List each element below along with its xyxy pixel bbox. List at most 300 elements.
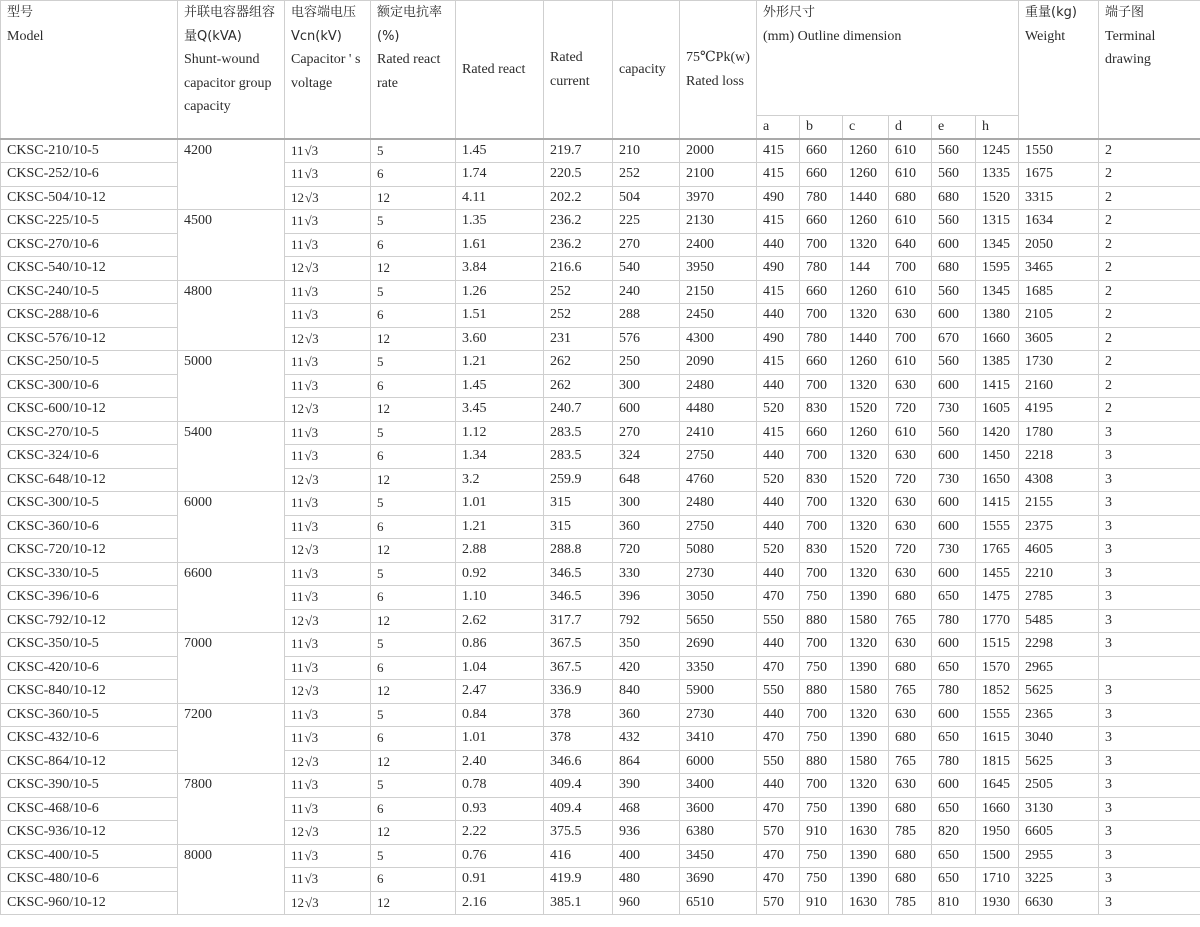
cell-capacity: 330 (613, 562, 680, 586)
cell-current: 317.7 (544, 609, 613, 633)
cell-terminal: 2 (1099, 163, 1200, 187)
cell-dim-c: 1320 (843, 492, 889, 516)
cell-dim-b: 700 (800, 492, 843, 516)
cell-react: 1.61 (456, 233, 544, 257)
cell-dim-a: 440 (757, 703, 800, 727)
cell-current: 202.2 (544, 186, 613, 210)
cell-weight: 2210 (1019, 562, 1099, 586)
cell-rate: 5 (371, 280, 456, 304)
voltage-value: 11 (291, 166, 304, 182)
cell-model: CKSC-648/10-12 (1, 468, 178, 492)
voltage-value: 11 (291, 777, 304, 793)
cell-dim-a: 440 (757, 233, 800, 257)
voltage-value: 11 (291, 847, 304, 863)
cell-terminal: 3 (1099, 750, 1200, 774)
cell-dim-h: 1385 (976, 351, 1019, 375)
sqrt-symbol: √3 (305, 683, 319, 699)
table-row (1, 844, 1200, 868)
table-row (1, 421, 1200, 445)
cell-dim-h: 1770 (976, 609, 1019, 633)
header-dim-b: b (800, 116, 843, 140)
cell-group-capacity: 5400 (178, 421, 285, 492)
cell-capacity: 350 (613, 633, 680, 657)
cell-current: 378 (544, 727, 613, 751)
cell-current: 385.1 (544, 891, 613, 915)
cell-dim-a: 520 (757, 468, 800, 492)
cell-dim-e: 600 (932, 562, 976, 586)
cell-rate: 5 (371, 703, 456, 727)
cell-dim-d: 630 (889, 515, 932, 539)
cell-model: CKSC-324/10-6 (1, 445, 178, 469)
cell-weight: 5625 (1019, 680, 1099, 704)
cell-react: 2.62 (456, 609, 544, 633)
cell-dim-b: 750 (800, 727, 843, 751)
cell-capacity: 792 (613, 609, 680, 633)
cell-react: 0.84 (456, 703, 544, 727)
cell-weight: 1634 (1019, 210, 1099, 234)
cell-model: CKSC-540/10-12 (1, 257, 178, 281)
sqrt-symbol: √3 (304, 377, 319, 393)
cell-capacity: 225 (613, 210, 680, 234)
cell-group-capacity: 4200 (178, 139, 285, 210)
cell-dim-b: 700 (800, 233, 843, 257)
voltage-value: 12 (291, 894, 304, 910)
cell-dim-d: 720 (889, 539, 932, 563)
cell-current: 220.5 (544, 163, 613, 187)
cell-dim-c: 1520 (843, 539, 889, 563)
cell-rate: 5 (371, 774, 456, 798)
sqrt-symbol: √3 (304, 448, 319, 464)
cell-loss: 6510 (680, 891, 757, 915)
cell-dim-b: 750 (800, 868, 843, 892)
cell-dim-e: 650 (932, 844, 976, 868)
cell-capacity: 270 (613, 421, 680, 445)
sqrt-symbol: √3 (304, 166, 319, 182)
cell-dim-c: 1390 (843, 656, 889, 680)
cell-terminal: 3 (1099, 492, 1200, 516)
cell-group-capacity: 4500 (178, 210, 285, 281)
cell-dim-c: 1390 (843, 586, 889, 610)
cell-voltage (285, 539, 371, 563)
voltage-value: 11 (291, 143, 304, 158)
voltage-value: 12 (291, 753, 304, 769)
cell-rate: 5 (371, 844, 456, 868)
cell-loss: 3350 (680, 656, 757, 680)
voltage-value: 11 (291, 730, 304, 746)
header-dim-a: a (757, 116, 800, 140)
cell-dim-h: 1450 (976, 445, 1019, 469)
cell-dim-a: 440 (757, 445, 800, 469)
cell-react: 0.76 (456, 844, 544, 868)
cell-dim-e: 650 (932, 868, 976, 892)
header-weight: 重量(kg) Weight (1019, 1, 1099, 140)
cell-rate: 6 (371, 797, 456, 821)
cell-rate: 12 (371, 398, 456, 422)
cell-rate: 5 (371, 562, 456, 586)
cell-dim-h: 1595 (976, 257, 1019, 281)
cell-dim-h: 1245 (976, 139, 1019, 163)
cell-loss: 2480 (680, 492, 757, 516)
cell-react: 1.12 (456, 421, 544, 445)
cell-voltage (285, 680, 371, 704)
cell-rate: 12 (371, 680, 456, 704)
cell-dim-d: 610 (889, 421, 932, 445)
sqrt-symbol: √3 (304, 518, 319, 534)
cell-terminal: 3 (1099, 821, 1200, 845)
cell-capacity: 360 (613, 703, 680, 727)
cell-model: CKSC-210/10-5 (1, 139, 178, 163)
cell-dim-e: 600 (932, 492, 976, 516)
cell-rate: 5 (371, 139, 456, 163)
cell-capacity: 360 (613, 515, 680, 539)
cell-voltage (285, 609, 371, 633)
cell-dim-b: 830 (800, 539, 843, 563)
header-dim-e: e (932, 116, 976, 140)
cell-current: 219.7 (544, 139, 613, 163)
voltage-value: 12 (291, 542, 304, 558)
sqrt-symbol: √3 (304, 636, 319, 652)
cell-loss: 3450 (680, 844, 757, 868)
cell-dim-b: 660 (800, 421, 843, 445)
cell-terminal: 3 (1099, 445, 1200, 469)
cell-dim-h: 1570 (976, 656, 1019, 680)
cell-dim-a: 520 (757, 398, 800, 422)
cell-weight: 2965 (1019, 656, 1099, 680)
cell-model: CKSC-360/10-5 (1, 703, 178, 727)
cell-dim-h: 1415 (976, 492, 1019, 516)
cell-group-capacity: 7200 (178, 703, 285, 774)
cell-terminal: 3 (1099, 844, 1200, 868)
cell-dim-h: 1555 (976, 703, 1019, 727)
header-capacity: capacity (613, 1, 680, 140)
cell-weight: 1550 (1019, 139, 1099, 163)
cell-dim-e: 600 (932, 703, 976, 727)
cell-capacity: 540 (613, 257, 680, 281)
voltage-value: 11 (291, 283, 304, 299)
cell-voltage (285, 304, 371, 328)
cell-dim-a: 440 (757, 774, 800, 798)
cell-model: CKSC-420/10-6 (1, 656, 178, 680)
cell-dim-a: 470 (757, 797, 800, 821)
cell-dim-b: 780 (800, 327, 843, 351)
cell-rate: 12 (371, 327, 456, 351)
cell-dim-b: 700 (800, 633, 843, 657)
cell-capacity: 250 (613, 351, 680, 375)
cell-dim-b: 910 (800, 891, 843, 915)
cell-group-capacity: 7000 (178, 633, 285, 704)
cell-dim-b: 660 (800, 139, 843, 163)
sqrt-symbol: √3 (305, 612, 319, 628)
sqrt-symbol: √3 (305, 401, 319, 417)
cell-voltage (285, 633, 371, 657)
cell-voltage (285, 445, 371, 469)
voltage-value: 12 (291, 330, 304, 346)
cell-current: 346.6 (544, 750, 613, 774)
cell-model: CKSC-350/10-5 (1, 633, 178, 657)
cell-dim-d: 765 (889, 750, 932, 774)
cell-dim-e: 780 (932, 609, 976, 633)
cell-terminal: 2 (1099, 398, 1200, 422)
cell-dim-e: 560 (932, 421, 976, 445)
cell-dim-a: 415 (757, 163, 800, 187)
cell-loss: 4300 (680, 327, 757, 351)
cell-dim-c: 1260 (843, 163, 889, 187)
cell-terminal: 2 (1099, 280, 1200, 304)
cell-react: 1.10 (456, 586, 544, 610)
voltage-value: 11 (291, 518, 304, 534)
voltage-value: 11 (291, 448, 304, 464)
cell-dim-a: 415 (757, 280, 800, 304)
cell-dim-b: 910 (800, 821, 843, 845)
cell-dim-b: 660 (800, 280, 843, 304)
voltage-value: 11 (291, 495, 304, 511)
cell-weight: 6630 (1019, 891, 1099, 915)
cell-loss: 2100 (680, 163, 757, 187)
cell-current: 409.4 (544, 774, 613, 798)
cell-react: 1.01 (456, 492, 544, 516)
header-current: Rated current (544, 1, 613, 140)
cell-capacity: 960 (613, 891, 680, 915)
cell-dim-b: 700 (800, 445, 843, 469)
cell-react: 3.2 (456, 468, 544, 492)
cell-dim-c: 1260 (843, 351, 889, 375)
cell-dim-d: 785 (889, 821, 932, 845)
cell-dim-a: 470 (757, 868, 800, 892)
table-header (1, 1, 1200, 140)
cell-dim-c: 1260 (843, 139, 889, 163)
cell-terminal: 3 (1099, 774, 1200, 798)
cell-model: CKSC-250/10-5 (1, 351, 178, 375)
cell-dim-a: 440 (757, 374, 800, 398)
cell-dim-h: 1930 (976, 891, 1019, 915)
cell-weight: 4195 (1019, 398, 1099, 422)
cell-rate: 6 (371, 445, 456, 469)
cell-dim-c: 1580 (843, 680, 889, 704)
sqrt-symbol: √3 (304, 871, 319, 887)
voltage-value: 11 (291, 659, 304, 675)
cell-dim-b: 880 (800, 680, 843, 704)
cell-voltage (285, 398, 371, 422)
cell-voltage (285, 280, 371, 304)
cell-dim-b: 880 (800, 609, 843, 633)
voltage-value: 11 (291, 213, 304, 229)
cell-current: 252 (544, 304, 613, 328)
cell-terminal: 2 (1099, 210, 1200, 234)
cell-voltage (285, 774, 371, 798)
cell-dim-c: 1390 (843, 868, 889, 892)
cell-dim-c: 1320 (843, 445, 889, 469)
cell-model: CKSC-720/10-12 (1, 539, 178, 563)
cell-model: CKSC-432/10-6 (1, 727, 178, 751)
cell-group-capacity: 6000 (178, 492, 285, 563)
cell-current: 262 (544, 351, 613, 375)
cell-current: 346.5 (544, 586, 613, 610)
cell-weight: 2365 (1019, 703, 1099, 727)
cell-terminal: 3 (1099, 421, 1200, 445)
sqrt-symbol: √3 (305, 753, 319, 769)
cell-dim-a: 470 (757, 586, 800, 610)
cell-react: 2.47 (456, 680, 544, 704)
cell-dim-h: 1815 (976, 750, 1019, 774)
cell-voltage (285, 750, 371, 774)
cell-capacity: 648 (613, 468, 680, 492)
cell-group-capacity: 4800 (178, 280, 285, 351)
cell-rate: 12 (371, 257, 456, 281)
cell-dim-e: 600 (932, 774, 976, 798)
cell-capacity: 400 (613, 844, 680, 868)
cell-voltage (285, 186, 371, 210)
cell-dim-h: 1852 (976, 680, 1019, 704)
cell-weight: 3465 (1019, 257, 1099, 281)
cell-dim-c: 1580 (843, 750, 889, 774)
cell-current: 409.4 (544, 797, 613, 821)
table-row (1, 139, 1200, 163)
cell-dim-b: 780 (800, 186, 843, 210)
cell-model: CKSC-252/10-6 (1, 163, 178, 187)
cell-dim-e: 650 (932, 656, 976, 680)
cell-dim-d: 610 (889, 210, 932, 234)
cell-model: CKSC-300/10-6 (1, 374, 178, 398)
cell-voltage (285, 210, 371, 234)
cell-current: 346.5 (544, 562, 613, 586)
cell-voltage (285, 327, 371, 351)
cell-model: CKSC-936/10-12 (1, 821, 178, 845)
cell-react: 2.22 (456, 821, 544, 845)
cell-dim-b: 700 (800, 703, 843, 727)
cell-model: CKSC-396/10-6 (1, 586, 178, 610)
cell-dim-a: 550 (757, 680, 800, 704)
cell-dim-d: 680 (889, 727, 932, 751)
cell-dim-h: 1950 (976, 821, 1019, 845)
cell-terminal: 3 (1099, 891, 1200, 915)
cell-dim-a: 570 (757, 891, 800, 915)
cell-model: CKSC-864/10-12 (1, 750, 178, 774)
cell-terminal: 3 (1099, 609, 1200, 633)
cell-dim-h: 1615 (976, 727, 1019, 751)
voltage-value: 12 (291, 189, 304, 205)
cell-weight: 5625 (1019, 750, 1099, 774)
cell-loss: 3690 (680, 868, 757, 892)
cell-dim-e: 670 (932, 327, 976, 351)
voltage-value: 11 (291, 307, 304, 323)
cell-capacity: 300 (613, 374, 680, 398)
cell-react: 2.16 (456, 891, 544, 915)
cell-current: 231 (544, 327, 613, 351)
cell-dim-b: 830 (800, 468, 843, 492)
cell-dim-c: 1320 (843, 515, 889, 539)
cell-current: 262 (544, 374, 613, 398)
cell-current: 367.5 (544, 633, 613, 657)
cell-dim-a: 570 (757, 821, 800, 845)
cell-terminal: 2 (1099, 327, 1200, 351)
cell-voltage (285, 421, 371, 445)
cell-loss: 2690 (680, 633, 757, 657)
cell-model: CKSC-468/10-6 (1, 797, 178, 821)
cell-dim-d: 765 (889, 680, 932, 704)
cell-voltage (285, 139, 371, 163)
cell-model: CKSC-600/10-12 (1, 398, 178, 422)
cell-weight: 2218 (1019, 445, 1099, 469)
cell-model: CKSC-360/10-6 (1, 515, 178, 539)
cell-dim-h: 1475 (976, 586, 1019, 610)
cell-react: 0.93 (456, 797, 544, 821)
table-row (1, 633, 1200, 657)
cell-dim-e: 600 (932, 304, 976, 328)
cell-dim-a: 490 (757, 327, 800, 351)
cell-dim-h: 1345 (976, 280, 1019, 304)
cell-loss: 2730 (680, 562, 757, 586)
cell-weight: 2505 (1019, 774, 1099, 798)
cell-dim-a: 415 (757, 210, 800, 234)
cell-dim-a: 470 (757, 727, 800, 751)
cell-loss: 2410 (680, 421, 757, 445)
cell-dim-h: 1415 (976, 374, 1019, 398)
cell-current: 375.5 (544, 821, 613, 845)
cell-terminal: 2 (1099, 139, 1200, 163)
cell-dim-e: 560 (932, 280, 976, 304)
cell-dim-h: 1455 (976, 562, 1019, 586)
cell-current: 216.6 (544, 257, 613, 281)
cell-react: 1.74 (456, 163, 544, 187)
table-body (1, 139, 1200, 915)
cell-capacity: 480 (613, 868, 680, 892)
voltage-value: 11 (291, 589, 304, 605)
cell-dim-a: 470 (757, 656, 800, 680)
cell-dim-c: 1580 (843, 609, 889, 633)
cell-terminal: 3 (1099, 515, 1200, 539)
cell-dim-a: 440 (757, 492, 800, 516)
sqrt-symbol: √3 (304, 495, 319, 511)
cell-dim-h: 1660 (976, 327, 1019, 351)
cell-capacity: 840 (613, 680, 680, 704)
table-row (1, 703, 1200, 727)
header-group-capacity: 并联电容器组容量Q(kVA) Shunt-wound capacitor group capacity (178, 1, 285, 140)
cell-dim-d: 680 (889, 586, 932, 610)
cell-current: 288.8 (544, 539, 613, 563)
cell-dim-e: 730 (932, 398, 976, 422)
cell-capacity: 936 (613, 821, 680, 845)
voltage-value: 11 (291, 706, 304, 722)
voltage-value: 11 (291, 636, 304, 652)
header-react: Rated react (456, 1, 544, 140)
cell-dim-d: 630 (889, 445, 932, 469)
cell-model: CKSC-390/10-5 (1, 774, 178, 798)
voltage-value: 11 (291, 236, 304, 252)
cell-dim-e: 730 (932, 468, 976, 492)
sqrt-symbol: √3 (304, 565, 319, 581)
cell-terminal: 3 (1099, 539, 1200, 563)
cell-rate: 6 (371, 233, 456, 257)
cell-rate: 6 (371, 304, 456, 328)
cell-dim-d: 765 (889, 609, 932, 633)
cell-dim-a: 490 (757, 257, 800, 281)
cell-dim-e: 650 (932, 727, 976, 751)
cell-weight: 4605 (1019, 539, 1099, 563)
cell-terminal: 3 (1099, 680, 1200, 704)
cell-dim-d: 610 (889, 163, 932, 187)
cell-current: 236.2 (544, 233, 613, 257)
cell-voltage (285, 586, 371, 610)
cell-current: 252 (544, 280, 613, 304)
cell-dim-c: 1520 (843, 468, 889, 492)
cell-dim-e: 780 (932, 750, 976, 774)
cell-react: 2.40 (456, 750, 544, 774)
cell-weight: 2050 (1019, 233, 1099, 257)
cell-terminal: 2 (1099, 374, 1200, 398)
cell-rate: 12 (371, 609, 456, 633)
cell-current: 315 (544, 492, 613, 516)
cell-model: CKSC-400/10-5 (1, 844, 178, 868)
